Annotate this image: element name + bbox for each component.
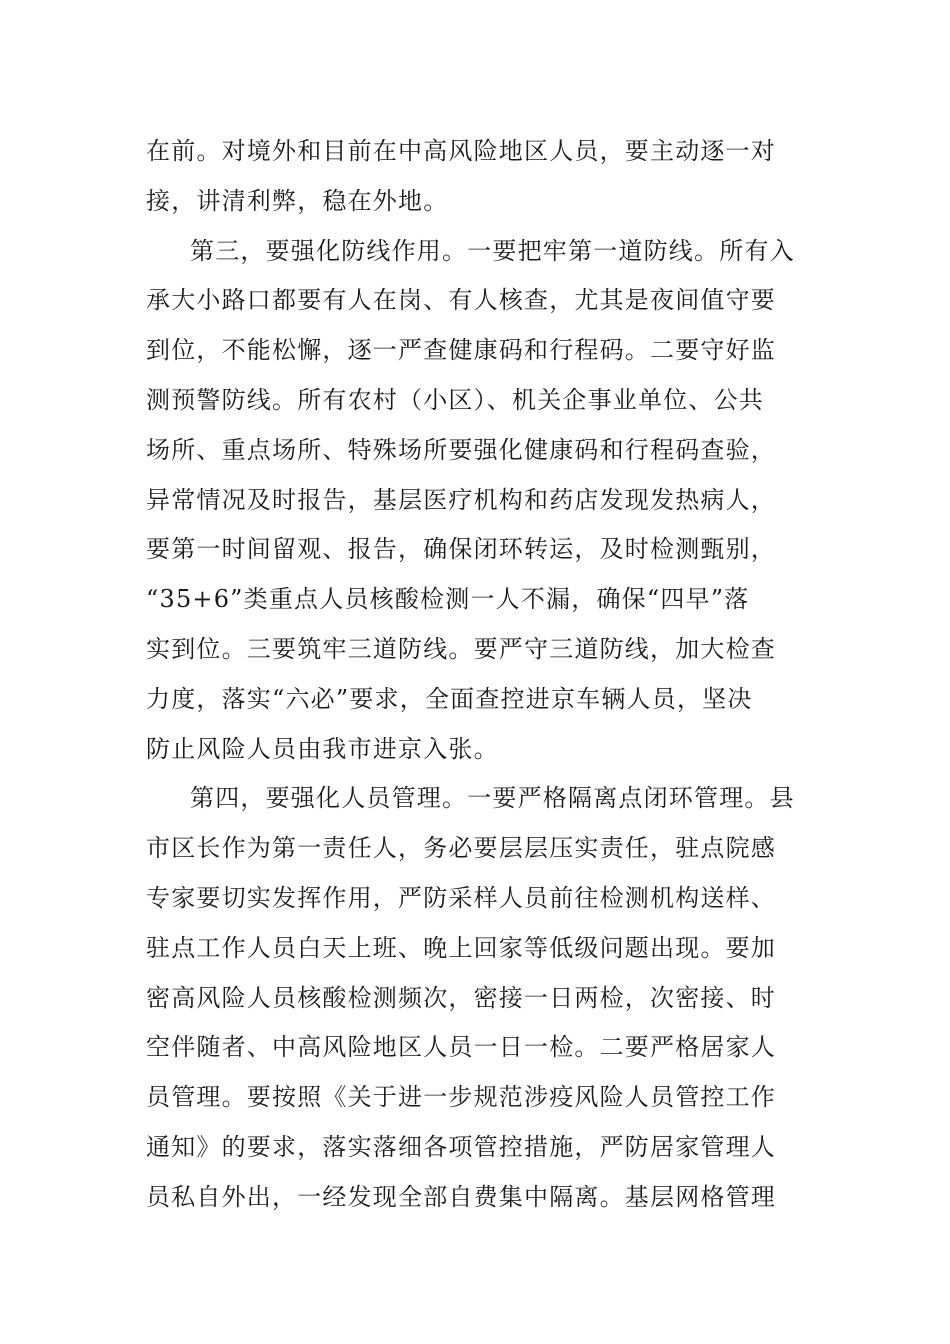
paragraph-3 [146,774,810,1222]
paragraph-1 [146,127,810,227]
text-line: 第四，要强化人员管理。一要严格隔离点闭环管理。县 [190,784,795,813]
text-line: 员私自外出，一经发现全部自费集中隔离。基层网格管理 [146,1182,776,1211]
text-line: 承大小路口都要有人在岗、有人核查，尤其是夜间值守要 [146,286,776,315]
paragraph-2 [146,227,810,775]
document-body [146,127,810,1223]
text-line: 测预警防线。所有农村（小区）、机关企事业单位、公共 [146,385,764,414]
text-line: 要第一时间留观、报告，确保闭环转运，及时检测甄别， [146,535,776,564]
text-line: 异常情况及时报告，基层医疗机构和药店发现发热病人， [146,485,776,514]
text-line: 通知》的要求，落实落细各项管控措施，严防居家管理人 [146,1132,776,1161]
text-line: 员管理。要按照《关于进一步规范涉疫风险人员管控工作 [146,1083,776,1112]
text-line: 第三，要强化防线作用。一要把牢第一道防线。所有入 [190,236,795,265]
text-line: 在前。对境外和目前在中高风险地区人员，要主动逐一对 [146,137,776,165]
text-line: 空伴随者、中高风险地区人员一日一检。二要严格居家人 [146,1033,776,1062]
text-line: 到位，不能松懈，逐一严查健康码和行程码。二要守好监 [146,336,776,365]
text-line: 防止风险人员由我市进京入张。 [146,734,499,763]
text-line: 力度，落实“六必”要求，全面查控进京车辆人员，坚决 [146,684,753,713]
text-line: “35+6”类重点人员核酸检测一人不漏，确保“四早”落 [146,585,750,614]
text-line: 实到位。三要筑牢三道防线。要严守三道防线，加大检查 [146,634,776,663]
text-line: 市区长作为第一责任人，务必要层层压实责任，驻点院感 [146,834,776,863]
text-line: 专家要切实发挥作用，严防采样人员前往检测机构送样、 [146,883,776,912]
text-line: 场所、重点场所、特殊场所要强化健康码和行程码查验， [146,435,776,464]
text-line: 接，讲清利弊，稳在外地。 [146,186,449,215]
text-line: 驻点工作人员白天上班、晚上回家等低级问题出现。要加 [146,933,776,962]
text-line: 密高风险人员核酸检测频次，密接一日两检，次密接、时 [146,983,776,1012]
